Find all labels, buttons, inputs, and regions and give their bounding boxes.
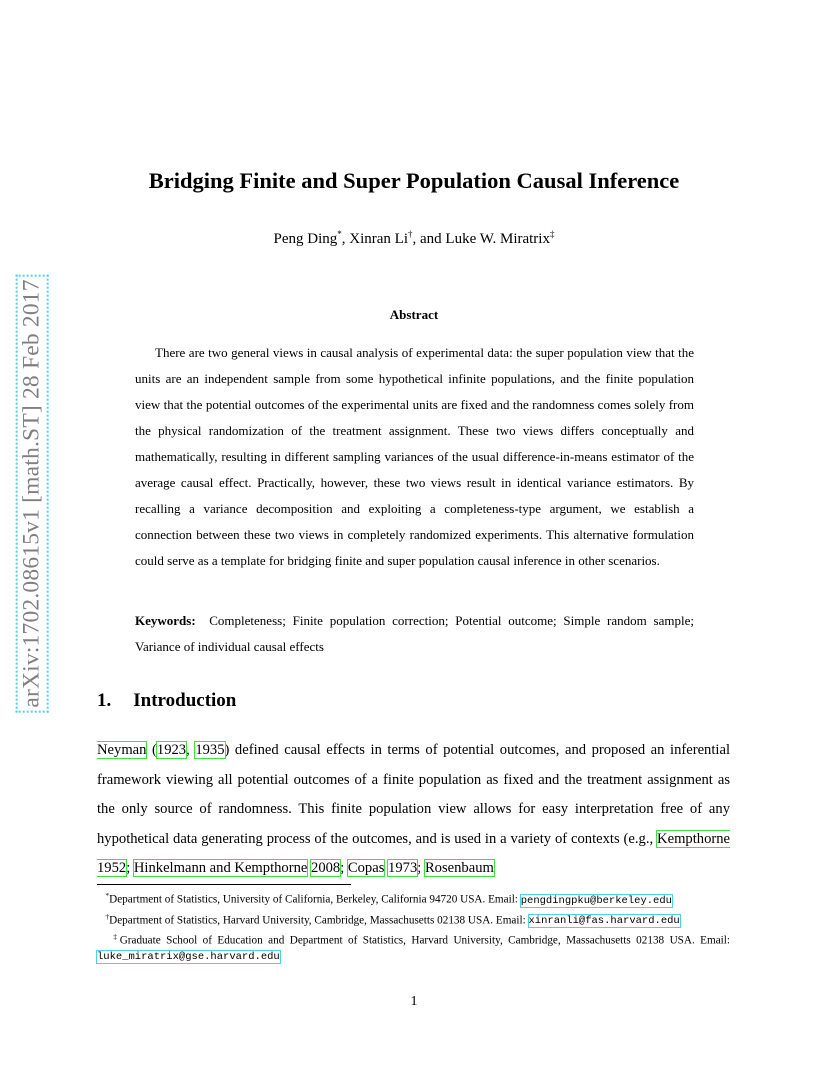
author-name: Peng Ding <box>273 231 338 247</box>
email-link[interactable]: xinranli@fas.harvard.edu <box>528 915 680 928</box>
section-heading <box>97 690 236 712</box>
section-title: Introduction <box>133 690 237 711</box>
author-name: Xinran Li <box>349 231 408 247</box>
intro-paragraph: Neyman (1923, 1935) defined causal effects in terms of potential outcomes, and proposed an inferential framework viewing all potential outcomes of a finite population as fixed and the treatment assignment as the only source of randomness. This finite population view allows for easy interpretation free of any hypothetical data generating process of the outcomes, and is used in a variety of contexts (e.g., Kempthorne 1952; Hinkelmann and Kempthorne 2008; Copas 1973; Rosenbaum <box>97 742 730 876</box>
arxiv-id-link[interactable]: arXiv:1702.08615v1 [math.ST] 28 Feb 2017 <box>16 274 49 712</box>
section-number: 1. <box>97 690 112 711</box>
footnote-rule <box>97 884 351 885</box>
abstract-text: There are two general views in causal analysis of experimental data: the super population view that the units are an independent sample from some hypothetical infinite populations, and the finite population view that the potential outcomes of the experimental units are fixed and the randomness comes solely from the physical randomization of the treatment assignment. These two views differs conceptually and mathematically, resulting in different sampling variances of the usual difference-in-means estimator of the average causal effect. Practically, however, these two views result in identical variance estimators. By recalling a variance decomposition and exploiting a completeness-type argument, we establish a connection between these two views in completely randomized experiments. This alternative formulation could serve as a template for bridging finite and super population causal inference in other scenarios. <box>135 345 694 568</box>
abstract-heading: Abstract <box>389 307 439 322</box>
footnote-mark: ‡ <box>113 932 120 942</box>
citation-link[interactable]: Hinkelmann and Kempthorne <box>133 860 308 876</box>
citation-link[interactable]: Kempthorne <box>657 830 730 847</box>
footnote: *Department of Statistics, University of California, Berkeley, California 94720 USA. Email: pengdingpku@berkeley.edu <box>105 891 672 907</box>
author-footnote-mark[interactable]: † <box>407 229 413 239</box>
author-footnote-mark[interactable]: ‡ <box>549 229 555 239</box>
keywords-list: Completeness; Finite population correction; Potential outcome; Simple random sample; Variance of individual causal effects <box>135 613 694 654</box>
keywords <box>135 608 694 660</box>
keywords-label: Keywords: <box>135 613 196 628</box>
citation-link[interactable]: Neyman <box>97 742 147 758</box>
email-link[interactable]: luke_miratrix@gse.harvard.edu <box>97 951 280 964</box>
citation-link[interactable]: 1952 <box>97 860 127 876</box>
citation-link[interactable]: 1973 <box>388 860 418 876</box>
footnote-mark: * <box>105 891 110 900</box>
email-link[interactable]: pengdingpku@berkeley.edu <box>520 894 672 907</box>
footnotes <box>97 888 730 965</box>
author-name: Luke W. Miratrix <box>445 231 550 247</box>
citation-link[interactable]: 1923 <box>156 742 187 758</box>
author-footnote-mark[interactable]: * <box>337 229 342 239</box>
page-number: 1 <box>410 994 418 1009</box>
citation-link[interactable]: Copas <box>347 860 385 876</box>
footnote: ‡Graduate School of Education and Department of Statistics, Harvard University, Cambridge, Massachusetts 02138 USA. Email: luke_miratrix@gse.harvard.edu <box>97 932 730 964</box>
footnote-mark: † <box>105 911 110 921</box>
citation-link[interactable]: Rosenbaum <box>424 860 494 876</box>
citation-link[interactable]: 1935 <box>195 742 225 758</box>
citation-link[interactable]: 2008 <box>311 860 341 876</box>
footnote: †Department of Statistics, Harvard University, Cambridge, Massachusetts 02138 USA. Email: xinranli@fas.harvard.edu <box>105 911 680 928</box>
paper-title: Bridging Finite and Super Population Causal Inference <box>148 168 680 193</box>
author-line: Peng Ding*, Xinran Li†, and Luke W. Miratrix‡ <box>273 229 555 247</box>
